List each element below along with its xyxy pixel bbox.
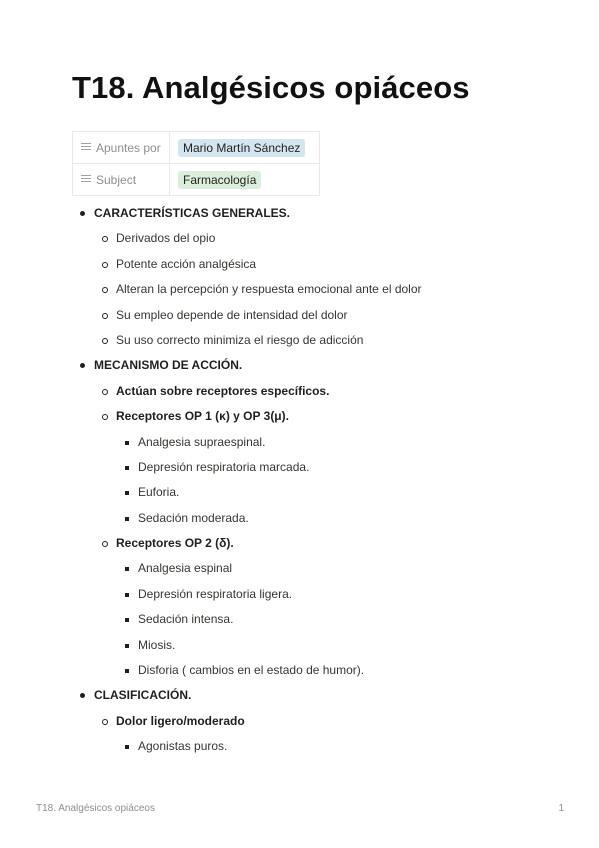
section-mecanismo — [72, 353, 422, 683]
subject-tag[interactable]: Farmacología — [178, 171, 261, 189]
sub-list — [116, 556, 422, 683]
property-label: Subject — [96, 172, 137, 187]
sub-list-item: Euforia. — [116, 480, 422, 505]
section-heading: CLASIFICACIÓN. — [94, 688, 192, 703]
author-tag[interactable]: Mario Martín Sánchez — [178, 139, 305, 157]
page-title: T18. Analgésicos opiáceos — [72, 70, 470, 105]
list-item: Dolor ligero/moderado Agonistas puros. — [94, 709, 422, 760]
section-caracteristicas — [72, 201, 422, 353]
sub-list-item: Analgesia supraespinal. — [116, 430, 422, 455]
section-items — [94, 709, 422, 760]
sub-list — [116, 734, 422, 759]
section-items — [94, 226, 422, 353]
list-item: Su uso correcto minimiza el riesgo de adicción — [94, 328, 422, 353]
section-items — [94, 379, 422, 684]
footer-title: T18. Analgésicos opiáceos — [36, 803, 155, 814]
list-item: Receptores OP 1 (κ) y OP 3(μ). Analgesia supraespinal. Depresión respiratoria marcada. Euforia. Sedación moderada. — [94, 404, 422, 531]
property-label: Apuntes por — [96, 140, 161, 155]
list-item: Receptores OP 2 (δ). Analgesia espinal Depresión respiratoria ligera. Sedación intensa. Miosis. Disforia ( cambios en el estado de humor). — [94, 531, 422, 683]
list-icon — [81, 143, 91, 151]
property-name-cell — [73, 164, 170, 196]
section-heading: MECANISMO DE ACCIÓN. — [94, 358, 243, 373]
sub-list-item: Depresión respiratoria ligera. — [116, 582, 422, 607]
list-item: Alteran la percepción y respuesta emocional ante el dolor — [94, 277, 422, 302]
sub-list-item: Analgesia espinal — [116, 556, 422, 581]
properties-table — [72, 131, 320, 196]
list-item: Su empleo depende de intensidad del dolor — [94, 303, 422, 328]
property-value-cell[interactable] — [170, 132, 320, 164]
sub-list-item: Agonistas puros. — [116, 734, 422, 759]
sub-list — [116, 430, 422, 532]
section-heading: CARACTERÍSTICAS GENERALES. — [94, 206, 291, 220]
property-row-author — [73, 132, 320, 164]
page-number: 1 — [558, 803, 564, 814]
property-row-subject — [73, 164, 320, 196]
section-clasificacion — [72, 683, 422, 759]
list-item: Derivados del opio — [94, 226, 422, 251]
sub-list-item: Depresión respiratoria marcada. — [116, 455, 422, 480]
property-value-cell[interactable] — [170, 164, 320, 196]
sub-list-item: Sedación moderada. — [116, 506, 422, 531]
sub-list-item: Disforia ( cambios en el estado de humor). — [116, 658, 422, 683]
list-item: Actúan sobre receptores específicos. — [94, 379, 422, 404]
list-item: Potente acción analgésica — [94, 252, 422, 277]
page-content — [72, 201, 422, 760]
list-icon — [81, 175, 91, 183]
sub-list-item: Miosis. — [116, 633, 422, 658]
sub-list-item: Sedación intensa. — [116, 607, 422, 632]
property-name-cell — [73, 132, 170, 164]
outline-list — [72, 201, 422, 760]
